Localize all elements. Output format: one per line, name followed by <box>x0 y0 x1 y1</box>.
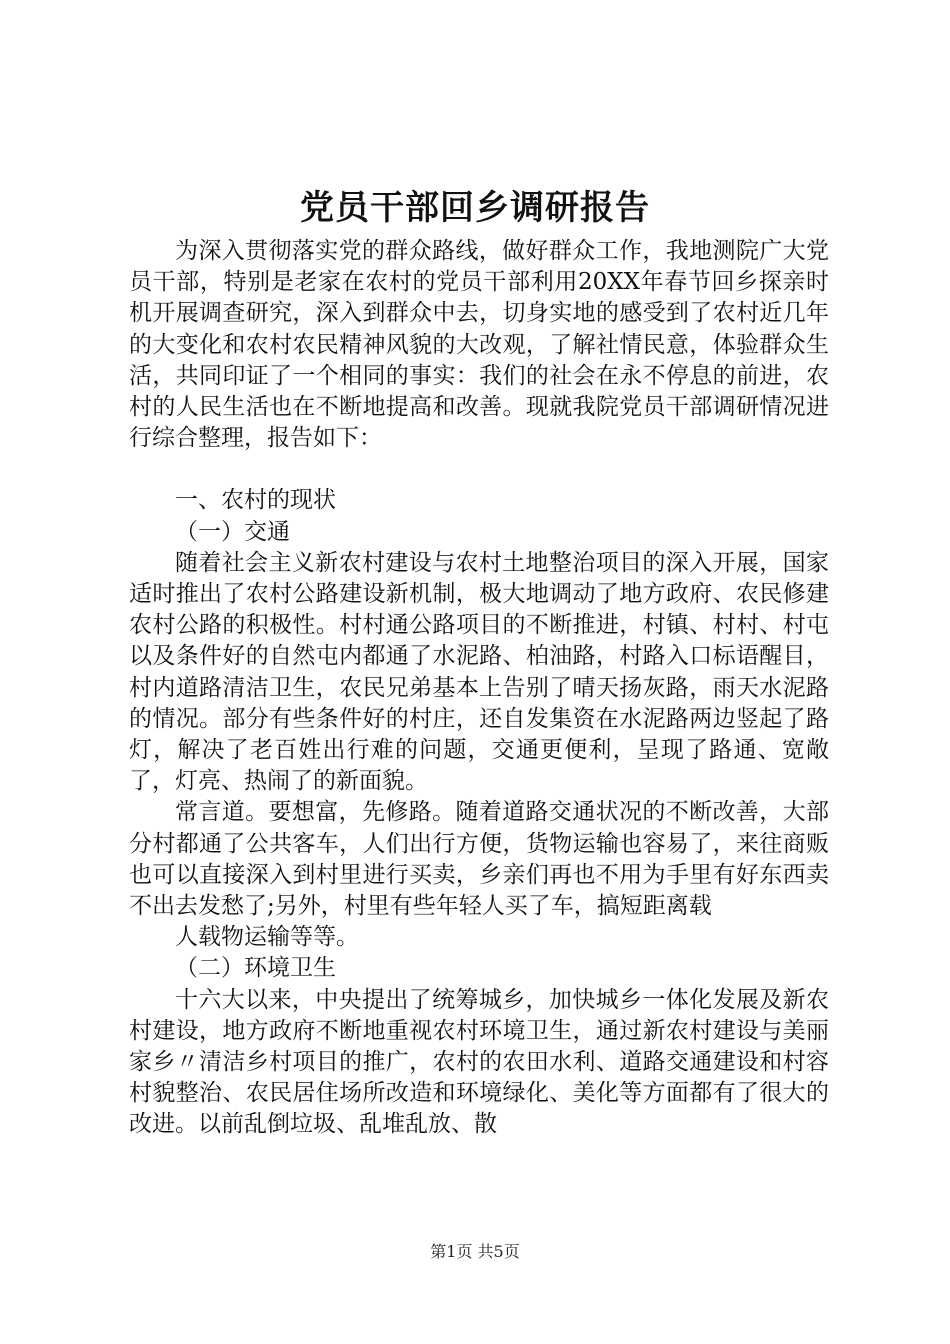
subsection-heading-traffic: （一）交通 <box>175 518 290 545</box>
paragraph-intro: 为深入贯彻落实党的群众路线，做好群众工作，我地测院广大党员干部，特别是老家在农村的党员干部利用20XX年春节回乡探亲时机开展调查研究，深入到群众中去，切身实地的感受到了农村近几年的大变化和农村农民精神风貌的大改观，了解社情民意，体验群众生活，共同印证了一个相同的事实：我们的社会在永不停息的前进，农村的人民生活也在不断地提高和改善。现就我院党员干部调研情况进行综合整理，报告如下： <box>129 238 829 452</box>
section-heading-1: 一、农村的现状 <box>175 487 336 514</box>
document-title: 党员干部回乡调研报告 <box>300 188 650 228</box>
subsection-heading-environment: （二）环境卫生 <box>175 955 336 982</box>
document-body <box>129 236 829 1141</box>
paragraph-traffic-1: 随着社会主义新农村建设与农村土地整治项目的深入开展，国家适时推出了农村公路建设新机制，极大地调动了地方政府、农民修建农村公路的积极性。村村通公路项目的不断推进，村镇、村村、村屯以及条件好的自然屯内都通了水泥路、柏油路，村路入口标语醒目，村内道路清洁卫生，农民兄弟基本上告别了晴天扬灰路，雨天水泥路的情况。部分有些条件好的村庄，还自发集资在水泥路两边竖起了路灯，解决了老百姓出行难的问题，交通更便利，呈现了路通、宽敞了，灯亮、热闹了的新面貌。 <box>129 549 829 795</box>
page-footer: 第1页 共5页 <box>430 1242 520 1261</box>
paragraph-traffic-3: 人载物运输等等。 <box>175 924 359 951</box>
paragraph-environment-1: 十六大以来，中央提出了统筹城乡，加快城乡一体化发展及新农村建设，地方政府不断地重视农村环境卫生，通过新农村建设与美丽家乡〃清洁乡村项目的推广，农村的农田水利、道路交通建设和村容村貌整治、农民居住场所改造和环境绿化、美化等方面都有了很大的改进。以前乱倒垃圾、乱堆乱放、散 <box>129 986 829 1138</box>
paragraph-gap <box>129 454 829 485</box>
paragraph-traffic-2: 常言道。要想富，先修路。随着道路交通状况的不断改善，大部分村都通了公共客车，人们出行方便，货物运输也容易了，来往商贩也可以直接深入到村里进行买卖，乡亲们再也不用为手里有好东西卖不出去发愁了;另外，村里有些年轻人买了车，搞短距离载 <box>129 799 829 920</box>
